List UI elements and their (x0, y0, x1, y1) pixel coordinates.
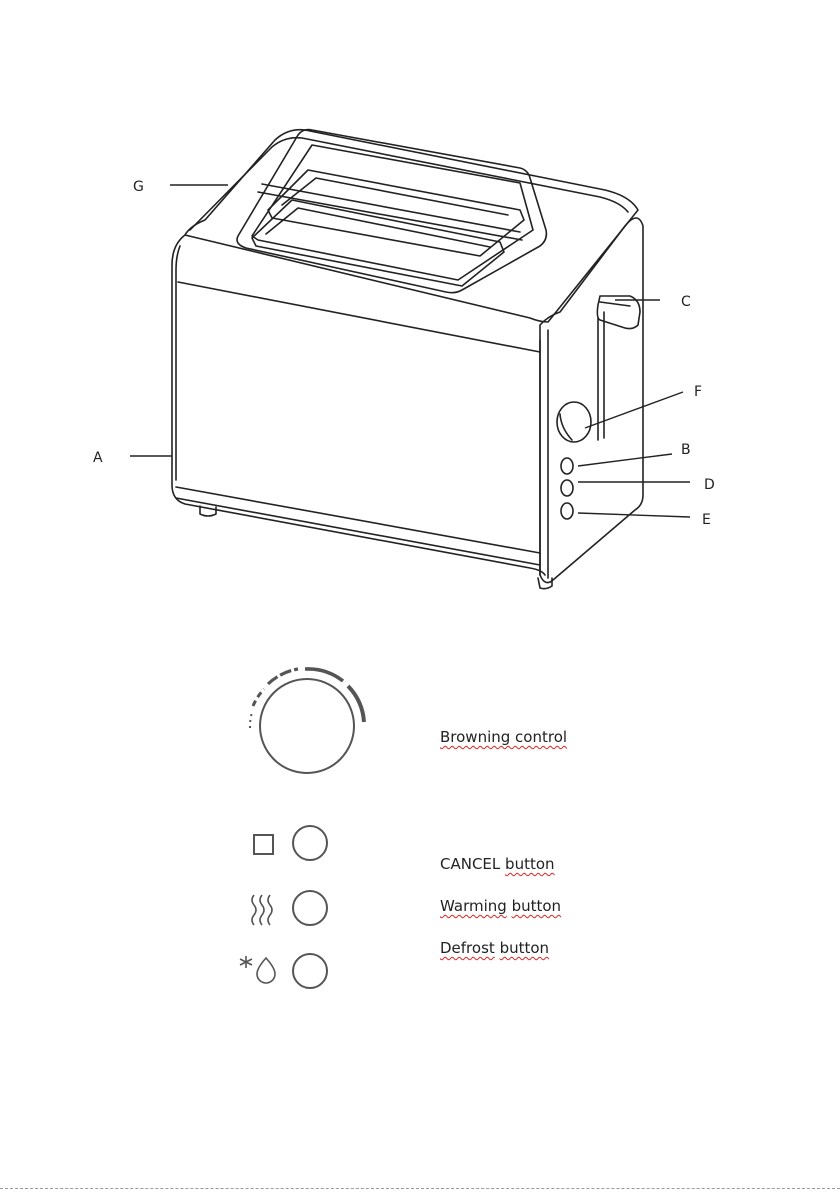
browning-dial-icon (260, 679, 354, 773)
callout-line-e (578, 513, 690, 517)
toaster-foot (538, 578, 552, 589)
legend-cancel-prefix: CANCEL (440, 855, 506, 873)
legend-browning-control-text: Browning control (440, 728, 568, 746)
cancel-button-knob (561, 458, 573, 474)
page-bottom-border (0, 1188, 840, 1189)
warming-rack (237, 130, 546, 293)
callout-label-a: A (93, 450, 103, 466)
legend-browning-control (440, 728, 567, 746)
toaster-top-surface (185, 130, 638, 322)
snowflake-drop-icon (240, 956, 275, 983)
toaster-illustration (172, 130, 643, 589)
legend-cancel-button (440, 855, 555, 873)
toaster-side-panel (540, 218, 643, 583)
legend-defrost-button-word: button (499, 939, 550, 957)
warming-button-knob (561, 480, 573, 496)
toaster-front-panel (172, 235, 545, 575)
square-stop-icon (254, 835, 273, 854)
callout-label-g: G (133, 179, 144, 195)
callout-label-e: E (702, 512, 711, 528)
legend-defrost-word: Defrost (440, 939, 495, 957)
browning-dial-graphic (250, 669, 364, 773)
heat-waves-icon (252, 895, 272, 925)
bread-slot (268, 170, 524, 256)
callout-label-b: B (681, 442, 691, 458)
legend-warming-word: Warming (440, 897, 507, 915)
cancel-button-icon (293, 826, 327, 860)
callout-lines (130, 185, 690, 517)
callout-line-b (578, 454, 672, 466)
callout-label-f: F (694, 384, 703, 400)
callout-line-f (585, 392, 683, 428)
legend-warming-button (440, 897, 561, 915)
defrost-button-icon (293, 954, 327, 988)
defrost-button-knob (561, 503, 573, 519)
button-legend-graphics (240, 826, 327, 988)
legend-cancel-button-word: button (505, 855, 555, 873)
callout-label-d: D (704, 477, 715, 493)
bread-slot (252, 200, 504, 286)
callout-label-c: C (681, 294, 691, 310)
warming-button-icon (293, 891, 327, 925)
legend-defrost-button (440, 939, 549, 957)
legend-warming-button-word: button (511, 897, 562, 915)
